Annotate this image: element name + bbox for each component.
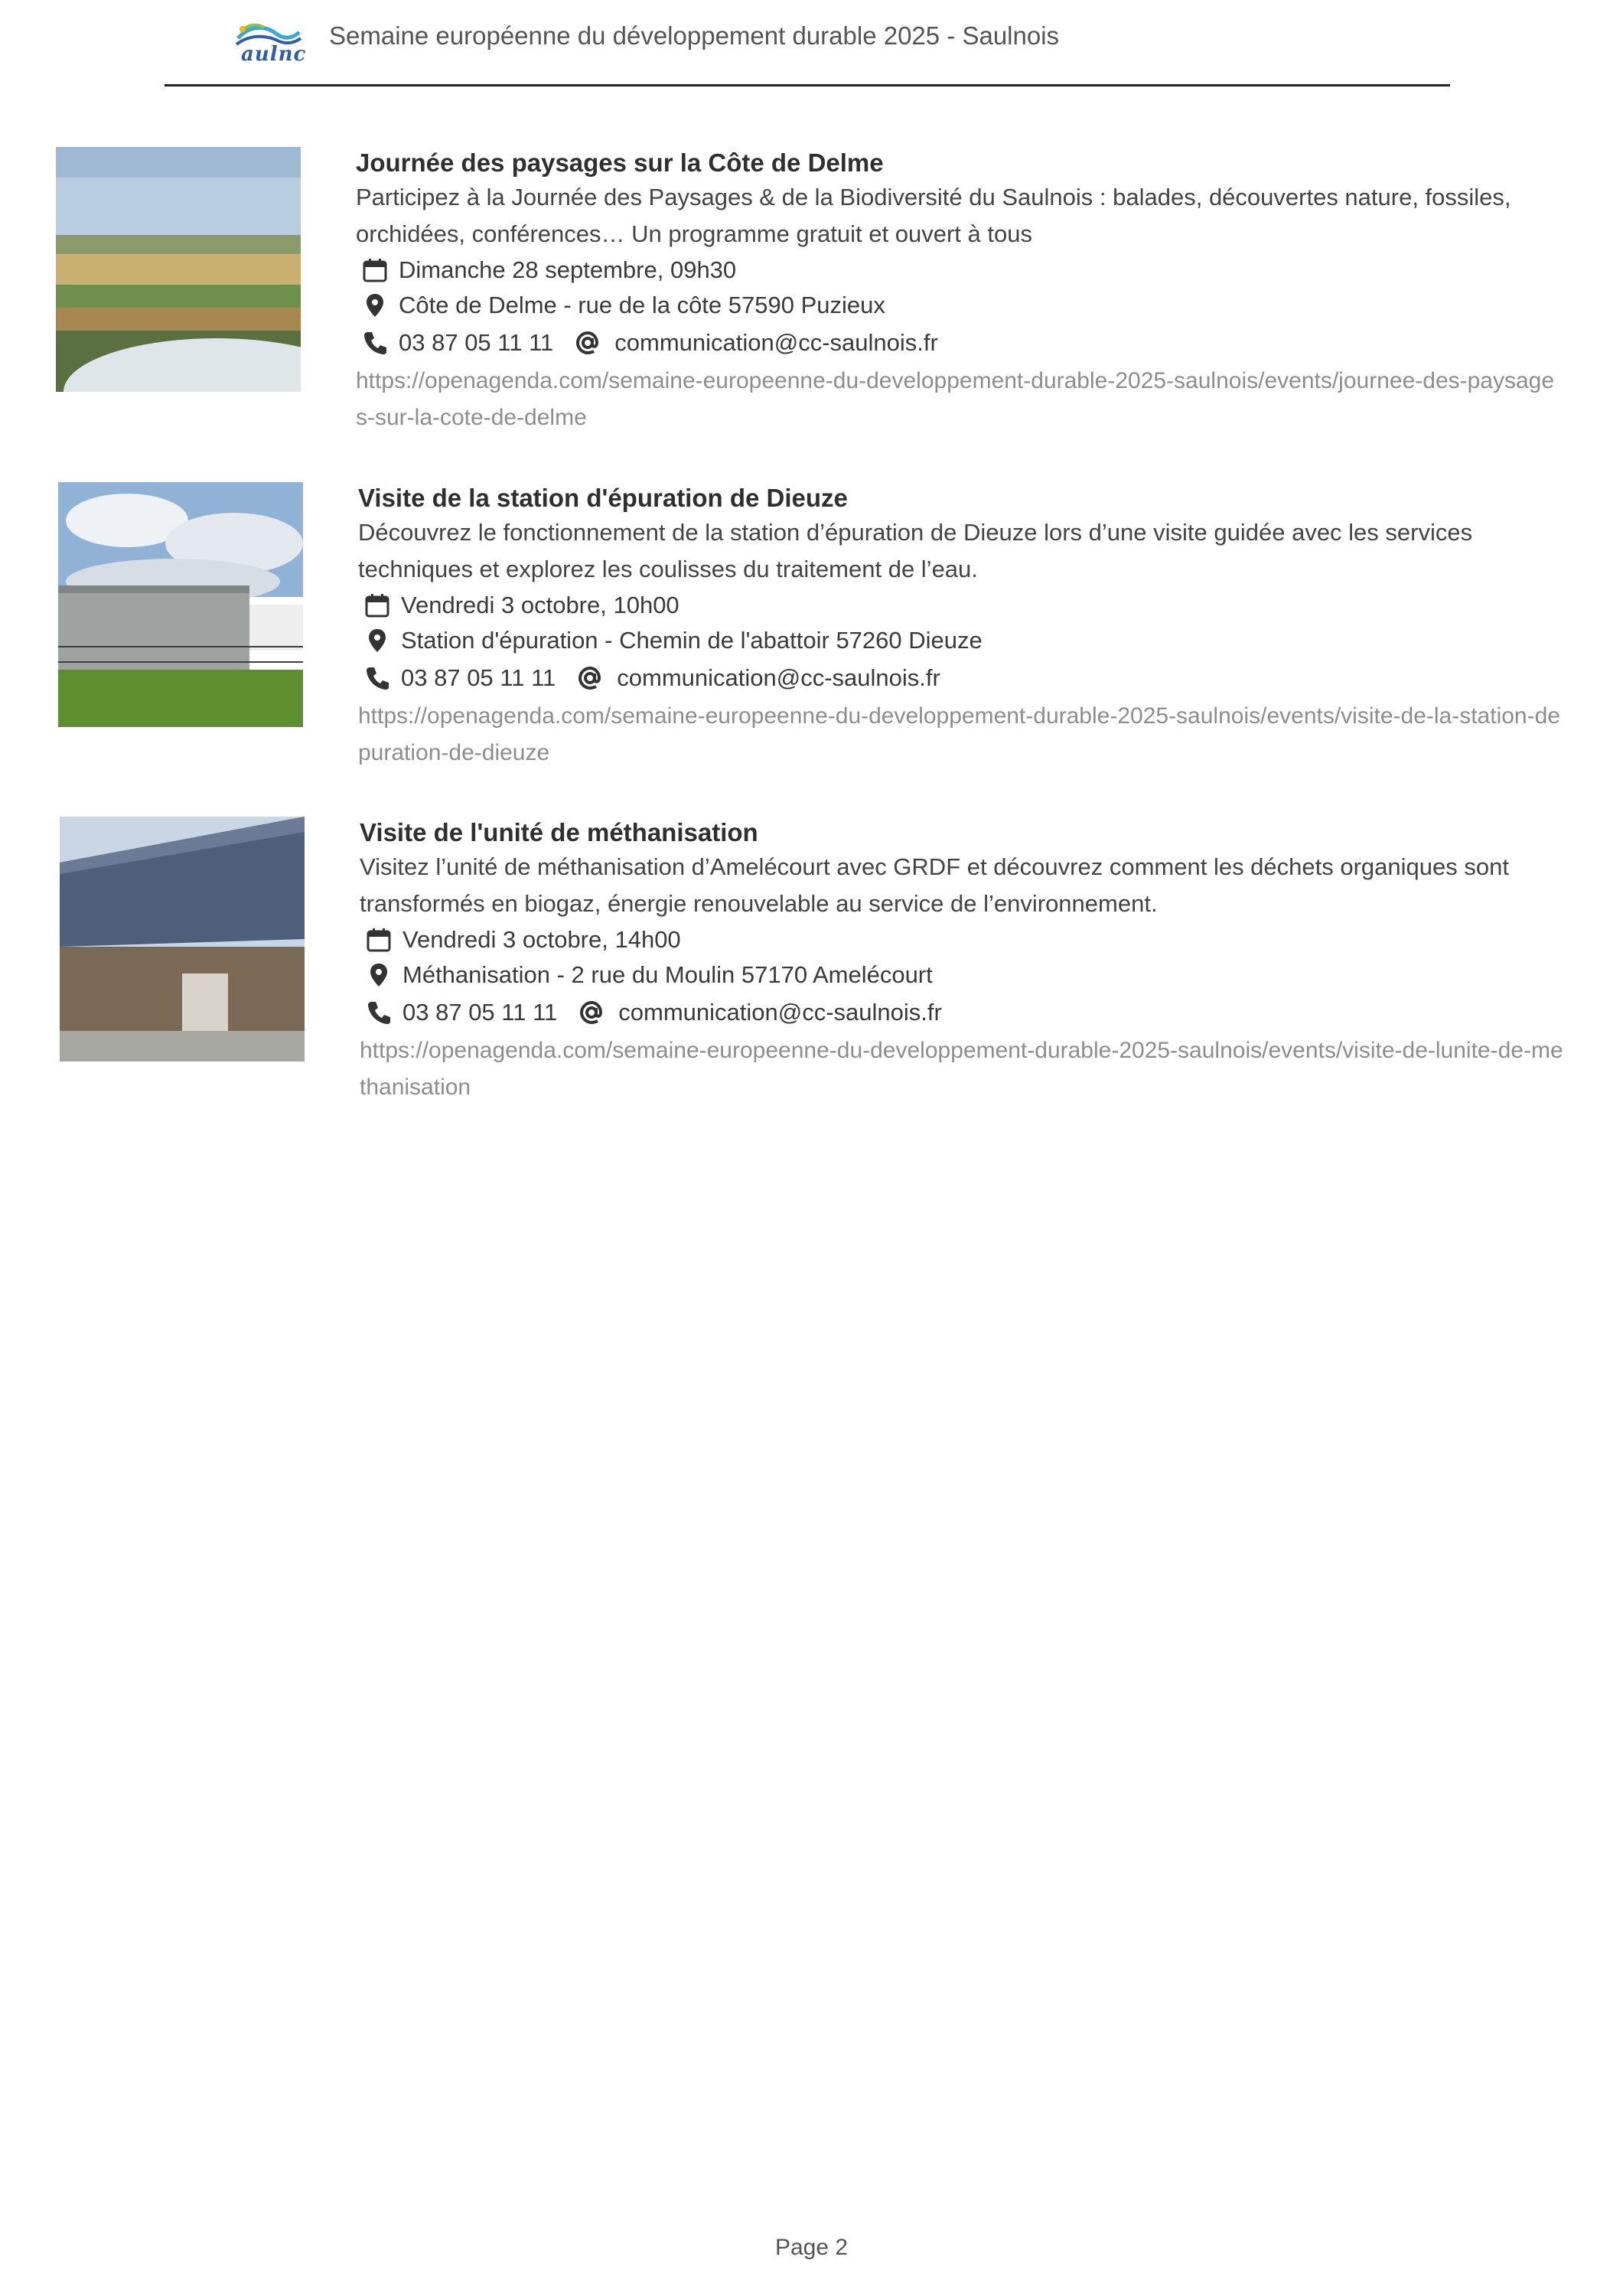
event-location xyxy=(360,957,1569,993)
event-card xyxy=(0,482,1623,788)
calendar-icon xyxy=(364,592,390,618)
email-link[interactable]: communication@cc-saulnois.fr xyxy=(614,329,938,356)
phone-icon xyxy=(362,330,388,356)
saulnois-logo xyxy=(233,21,307,69)
event-description: Découvrez le fonctionnement de la station d’épuration de Dieuze lors d’une visite guidée avec les services techniques et explorez les coulisses du traitement de l’eau. xyxy=(358,519,1473,582)
phone-number[interactable]: 03 87 05 11 11 xyxy=(401,664,556,691)
at-sign-icon xyxy=(577,665,603,691)
event-location-text: Station d'épuration - Chemin de l'abattoir 57260 Dieuze xyxy=(401,627,983,654)
event-title: Visite de l'unité de méthanisation xyxy=(360,818,758,846)
event-date-text: Vendredi 3 octobre, 14h00 xyxy=(402,926,681,953)
event-url[interactable]: https://openagenda.com/semaine-europeenne-du-developpement-durable-2025-saulnois/events/visite-de-lunite-de-methanisation xyxy=(360,1038,1563,1100)
page-number: Page 2 xyxy=(774,2235,849,2260)
event-date-text: Vendredi 3 octobre, 10h00 xyxy=(401,592,680,618)
event-contact xyxy=(356,323,1565,363)
event-description: Visitez l’unité de méthanisation d’Amelécourt avec GRDF et découvrez comment les déchets organiques sont transformés en biogaz, énergie renouvelable au service de l’environnement. xyxy=(360,853,1509,917)
event-url[interactable]: https://openagenda.com/semaine-europeenne-du-developpement-durable-2025-saulnois/events/journee-des-paysages-sur-la-cote-de-delme xyxy=(356,368,1555,430)
email-link[interactable]: communication@cc-saulnois.fr xyxy=(617,664,940,691)
phone-icon xyxy=(366,1000,392,1026)
event-photo-treatment-plant xyxy=(58,482,303,727)
event-location-text: Côte de Delme - rue de la côte 57590 Puzieux xyxy=(399,292,885,318)
at-sign-icon xyxy=(578,1000,605,1026)
map-pin-icon xyxy=(362,292,388,318)
page-title: Semaine européenne du développement durable 2025 - Saulnois xyxy=(329,21,1060,50)
email-link[interactable]: communication@cc-saulnois.fr xyxy=(618,999,942,1026)
phone-number[interactable]: 03 87 05 11 11 xyxy=(399,329,554,356)
event-date xyxy=(360,922,1569,957)
event-location-text: Méthanisation - 2 rue du Moulin 57170 Amelécourt xyxy=(402,961,933,988)
event-card xyxy=(0,147,1623,453)
map-pin-icon xyxy=(364,628,390,654)
event-date-text: Dimanche 28 septembre, 09h30 xyxy=(399,256,737,283)
event-photo-methanisation xyxy=(60,817,305,1062)
event-title: Visite de la station d'épuration de Dieuze xyxy=(358,484,848,512)
map-pin-icon xyxy=(366,962,392,988)
event-title: Journée des paysages sur la Côte de Delme xyxy=(356,148,884,177)
calendar-icon xyxy=(362,257,388,283)
event-date xyxy=(356,253,1565,288)
event-photo-landscape xyxy=(56,147,301,392)
event-location xyxy=(356,288,1565,323)
event-url[interactable]: https://openagenda.com/semaine-europeenne-du-developpement-durable-2025-saulnois/events/visite-de-la-station-depuration-de-dieuze xyxy=(358,703,1560,765)
at-sign-icon xyxy=(575,330,601,356)
event-contact xyxy=(360,993,1569,1032)
event-description: Participez à la Journée des Paysages & de la Biodiversité du Saulnois : balades, découvertes nature, fossiles, orchidées, conférences… Un programme gratuit et ouvert à tous xyxy=(356,184,1511,247)
calendar-icon xyxy=(366,927,392,953)
phone-icon xyxy=(364,665,390,691)
event-card xyxy=(0,817,1623,1123)
logo-text: aulnc xyxy=(241,43,307,66)
phone-number[interactable]: 03 87 05 11 11 xyxy=(402,999,558,1026)
event-contact xyxy=(358,658,1567,698)
event-location xyxy=(358,623,1567,658)
event-date xyxy=(358,588,1567,623)
